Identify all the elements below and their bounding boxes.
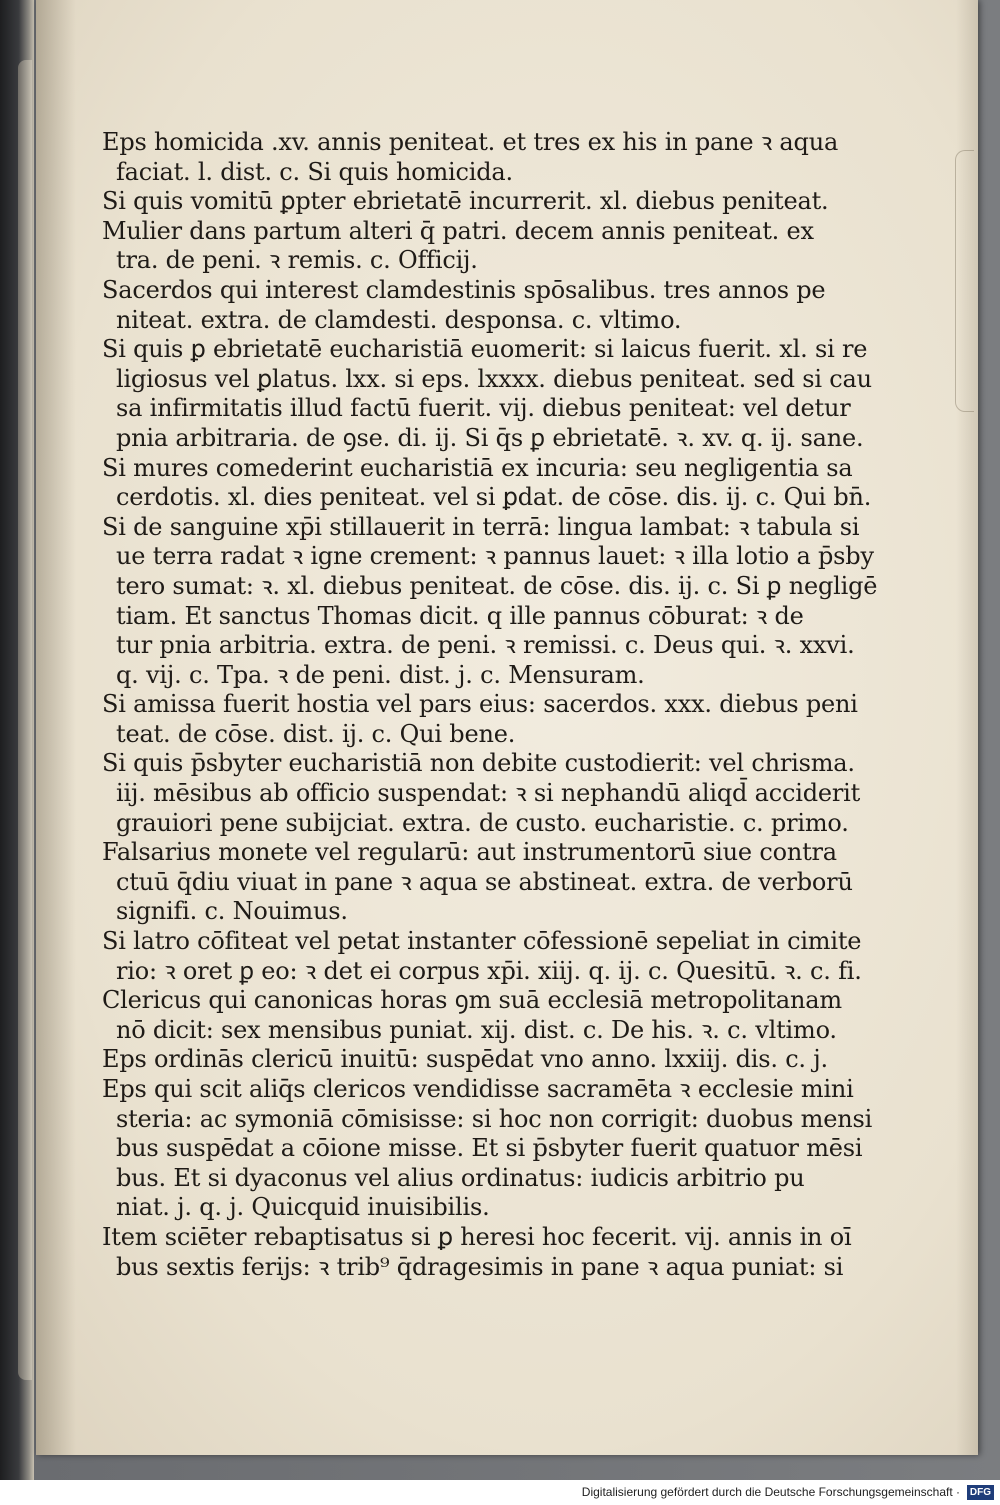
text-line: Si latro cōfiteat vel petat instanter cōfessionē sepeliat in cimite bbox=[102, 927, 862, 956]
text-line: signifi. c. Nouimus. bbox=[116, 897, 348, 926]
text-line: Eps homicida .xv. annis peniteat. et tres ex his in pane ꝛ aqua bbox=[102, 128, 839, 156]
text-line: niteat. extra. de clamdesti. desponsa. c. vltimo. bbox=[116, 305, 682, 334]
text-line: q. vij. c. Tpa. ꝛ de peni. dist. j. c. Mensuram. bbox=[116, 660, 645, 689]
text-line: Clericus qui canonicas horas ꝯm suā ecclesiā metropolitanam bbox=[102, 986, 842, 1015]
text-line: tur pnia arbitria. extra. de peni. ꝛ remissi. c. Deus qui. ꝛ. xxvi. bbox=[116, 631, 855, 660]
text-line: faciat. l. dist. c. Si quis homicida. bbox=[116, 157, 513, 186]
text-line: ctuū q̄diu viuat in pane ꝛ aqua se abstineat. extra. de verborū bbox=[116, 867, 853, 896]
text-line: steria: ac symoniā cōmisisse: si hoc non corrigit: duobus mensi bbox=[116, 1104, 873, 1133]
text-line: iij. mēsibus ab officio suspendat: ꝛ si nephandū aliqd̄ acciderit bbox=[116, 779, 861, 808]
book-binding bbox=[0, 0, 34, 1480]
binding-fold bbox=[18, 60, 32, 1380]
text-line: niat. j. q. j. Quicquid inuisibilis. bbox=[116, 1193, 490, 1222]
text-line: Sacerdos qui interest clamdestinis spōsalibus. tres annos pe bbox=[102, 275, 826, 304]
text-line: bus. Et si dyaconus vel alius ordinatus: iudicis arbitrio pu bbox=[116, 1163, 805, 1192]
text-line: ue terra radat ꝛ igne crement: ꝛ pannus lauet: ꝛ illa lotio a p̄sby bbox=[116, 542, 874, 571]
text-line: Si de sanguine xp̄i stillauerit in terrā: lingua lambat: ꝛ tabula si bbox=[102, 512, 860, 541]
text-line: Si amissa fuerit hostia vel pars eius: sacerdos. xxx. diebus peni bbox=[102, 690, 858, 719]
text-line: tra. de peni. ꝛ remis. c. Officij. bbox=[116, 246, 478, 275]
text-line: rio: ꝛ oret ꝑ eo: ꝛ det ei corpus xp̄i. xiij. q. ij. c. Quesitū. ꝛ. c. fi. bbox=[116, 956, 862, 985]
text-line: Si quis vomitū ꝑpter ebrietatē incurrerit. xl. diebus peniteat. bbox=[102, 187, 829, 216]
text-line: ligiosus vel ꝑlatus. lxx. si eps. lxxxx. diebus peniteat. sed si cau bbox=[116, 364, 872, 393]
text-line: tero sumat: ꝛ. xl. diebus peniteat. de cōse. dis. ij. c. Si ꝑ negligē bbox=[116, 571, 878, 600]
page-tab-mark bbox=[955, 150, 974, 412]
text-block bbox=[102, 128, 878, 1282]
text-line: Eps qui scit aliq̄s clericos vendidisse sacramēta ꝛ ecclesie mini bbox=[102, 1075, 854, 1103]
text-line: sa infirmitatis illud factū fuerit. vij. diebus peniteat: vel detur bbox=[116, 394, 851, 423]
text-line: nō dicit: sex mensibus puniat. xij. dist. c. De his. ꝛ. c. vltimo. bbox=[116, 1015, 837, 1044]
text-line: Si quis ꝑ ebrietatē eucharistiā euomerit: si laicus fuerit. xl. si re bbox=[102, 335, 868, 364]
dfg-logo-icon: DFG bbox=[967, 1485, 994, 1500]
text-line: Mulier dans partum alteri q̄ patri. decem annis peniteat. ex bbox=[102, 216, 814, 245]
footer-credit: Digitalisierung gefördert durch die Deutsche Forschungsgemeinschaft · bbox=[581, 1485, 960, 1499]
page-gutter-shadow bbox=[36, 0, 76, 1455]
text-line: pnia arbitraria. de ꝯse. di. ij. Si q̄s ꝑ ebrietatē. ꝛ. xv. q. ij. sane. bbox=[116, 423, 864, 452]
text-line: cerdotis. xl. dies peniteat. vel si ꝑdat. de cōse. dis. ij. c. Qui bn̄. bbox=[116, 483, 872, 512]
text-line: Si mures comederint eucharistiā ex incuria: seu negligentia sa bbox=[102, 453, 853, 482]
text-line: teat. de cōse. dist. ij. c. Qui bene. bbox=[116, 719, 516, 748]
text-line: Si quis p̄sbyter eucharistiā non debite custodierit: vel chrisma. bbox=[102, 749, 855, 778]
text-line: Item sciēter rebaptisatus si ꝑ heresi hoc fecerit. vij. annis in oī bbox=[102, 1222, 852, 1251]
text-line: grauiori pene subijciat. extra. de custo. eucharistie. c. primo. bbox=[116, 808, 849, 837]
text-line: tiam. Et sanctus Thomas dicit. q ille pannus cōburat: ꝛ de bbox=[116, 601, 804, 630]
digitization-footer bbox=[0, 1480, 1000, 1505]
text-line: Eps ordinās clericū inuitū: suspēdat vno anno. lxxiij. dis. c. j. bbox=[102, 1045, 828, 1074]
text-line: bus sextis ferijs: ꝛ trib⁹ q̄dragesimis in pane ꝛ aqua puniat: si bbox=[116, 1252, 844, 1281]
text-line: Falsarius monete vel regularū: aut instrumentorū siue contra bbox=[102, 838, 837, 867]
text-line: bus suspēdat a cōione misse. Et si p̄sbyter fuerit quatuor mēsi bbox=[116, 1134, 863, 1163]
book-page bbox=[36, 0, 978, 1455]
